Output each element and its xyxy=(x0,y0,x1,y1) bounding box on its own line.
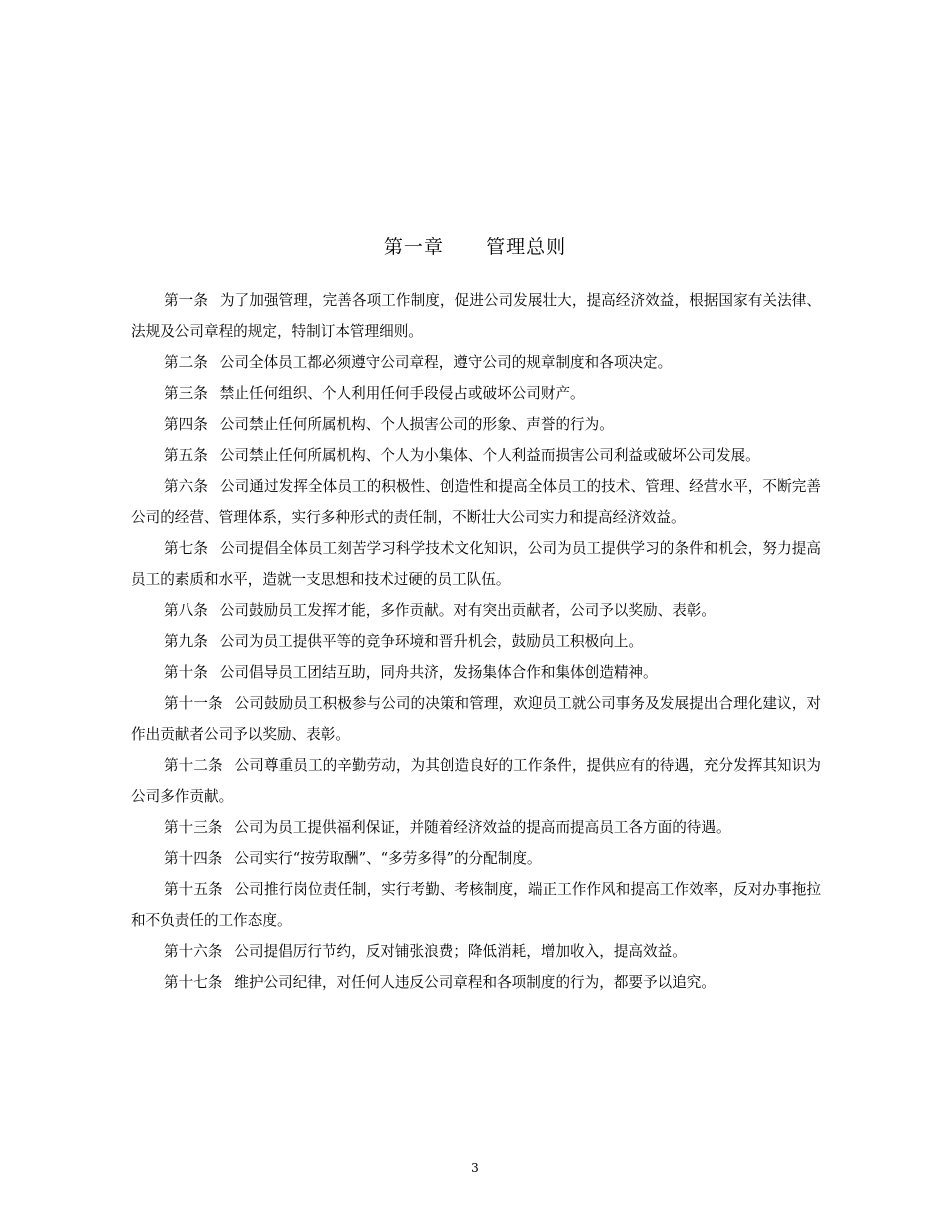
article-text: 公司为员工提供福利保证，并随着经济效益的提高而提高员工各方面的待遇。 xyxy=(234,819,731,836)
article-list xyxy=(131,285,821,998)
article-number: 第十一条 xyxy=(164,695,223,712)
article-11 xyxy=(131,688,821,750)
article-text: 公司推行岗位责任制，实行考勤、考核制度，端正工作作风和提高工作效率，反对办事拖拉和不负责任的工作态度。 xyxy=(131,881,821,929)
article-7 xyxy=(131,533,821,595)
article-number: 第十七条 xyxy=(164,974,223,991)
page-number: 3 xyxy=(471,1161,479,1175)
article-number: 第十四条 xyxy=(164,850,223,867)
article-17 xyxy=(131,967,821,998)
article-number: 第一条 xyxy=(164,292,208,309)
article-number: 第二条 xyxy=(164,354,208,371)
article-number: 第九条 xyxy=(164,633,208,650)
article-text: 公司为员工提供平等的竞争环境和晋升机会，鼓励员工积极向上。 xyxy=(219,633,644,650)
article-text: 公司全体员工都必须遵守公司章程，遵守公司的规章制度和各项决定。 xyxy=(219,354,673,371)
chapter-title: 第一章 管理总则 xyxy=(383,236,567,258)
article-text: 为了加强管理，完善各项工作制度，促进公司发展壮大，提高经济效益，根据国家有关法律、法规及公司章程的规定，特制订本管理细则。 xyxy=(131,292,821,340)
article-text: 公司倡导员工团结互助，同舟共济，发扬集体合作和集体创造精神。 xyxy=(219,664,658,681)
article-number: 第五条 xyxy=(164,447,208,464)
article-number: 第十五条 xyxy=(164,881,223,898)
article-2 xyxy=(131,347,821,378)
article-number: 第十条 xyxy=(164,664,208,681)
article-number: 第十三条 xyxy=(164,819,223,836)
article-text: 公司禁止任何所属机构、个人为小集体、个人利益而损害公司利益或破坏公司发展。 xyxy=(219,447,760,464)
article-12 xyxy=(131,750,821,812)
article-number: 第三条 xyxy=(164,385,208,402)
article-3 xyxy=(131,378,821,409)
article-16 xyxy=(131,936,821,967)
article-number: 第八条 xyxy=(164,602,208,619)
article-5 xyxy=(131,440,821,471)
article-text: 公司鼓励员工积极参与公司的决策和管理，欢迎员工就公司事务及发展提出合理化建议，对作出贡献者公司予以奖励、表彰。 xyxy=(131,695,821,743)
article-15 xyxy=(131,874,821,936)
article-text: 公司提倡全体员工刻苦学习科学技术文化知识，公司为员工提供学习的条件和机会，努力提高员工的素质和水平，造就一支思想和技术过硬的员工队伍。 xyxy=(131,540,821,588)
article-text: 公司通过发挥全体员工的积极性、创造性和提高全体员工的技术、管理、经营水平，不断完善公司的经营、管理体系，实行多种形式的责任制，不断壮大公司实力和提高经济效益。 xyxy=(131,478,821,526)
article-number: 第七条 xyxy=(164,540,208,557)
article-14 xyxy=(131,843,821,874)
article-6 xyxy=(131,471,821,533)
article-4 xyxy=(131,409,821,440)
article-text: 公司实行“按劳取酬”、“多劳多得”的分配制度。 xyxy=(234,850,542,867)
article-text: 公司禁止任何所属机构、个人损害公司的形象、声誉的行为。 xyxy=(219,416,614,433)
article-text: 公司尊重员工的辛勤劳动，为其创造良好的工作条件，提供应有的待遇，充分发挥其知识为公司多作贡献。 xyxy=(131,757,821,805)
article-1 xyxy=(131,285,821,347)
article-text: 公司鼓励员工发挥才能，多作贡献。对有突出贡献者，公司予以奖励、表彰。 xyxy=(219,602,716,619)
article-9 xyxy=(131,626,821,657)
article-number: 第四条 xyxy=(164,416,208,433)
article-10 xyxy=(131,657,821,688)
article-text: 公司提倡厉行节约，反对铺张浪费；降低消耗，增加收入，提高效益。 xyxy=(234,943,687,960)
article-number: 第六条 xyxy=(164,478,208,495)
article-text: 维护公司纪律，对任何人违反公司章程和各项制度的行为，都要予以追究。 xyxy=(234,974,716,991)
article-number: 第十六条 xyxy=(164,943,223,960)
article-13 xyxy=(131,812,821,843)
article-8 xyxy=(131,595,821,626)
article-number: 第十二条 xyxy=(164,757,223,774)
article-text: 禁止任何组织、个人利用任何手段侵占或破坏公司财产。 xyxy=(219,385,585,402)
